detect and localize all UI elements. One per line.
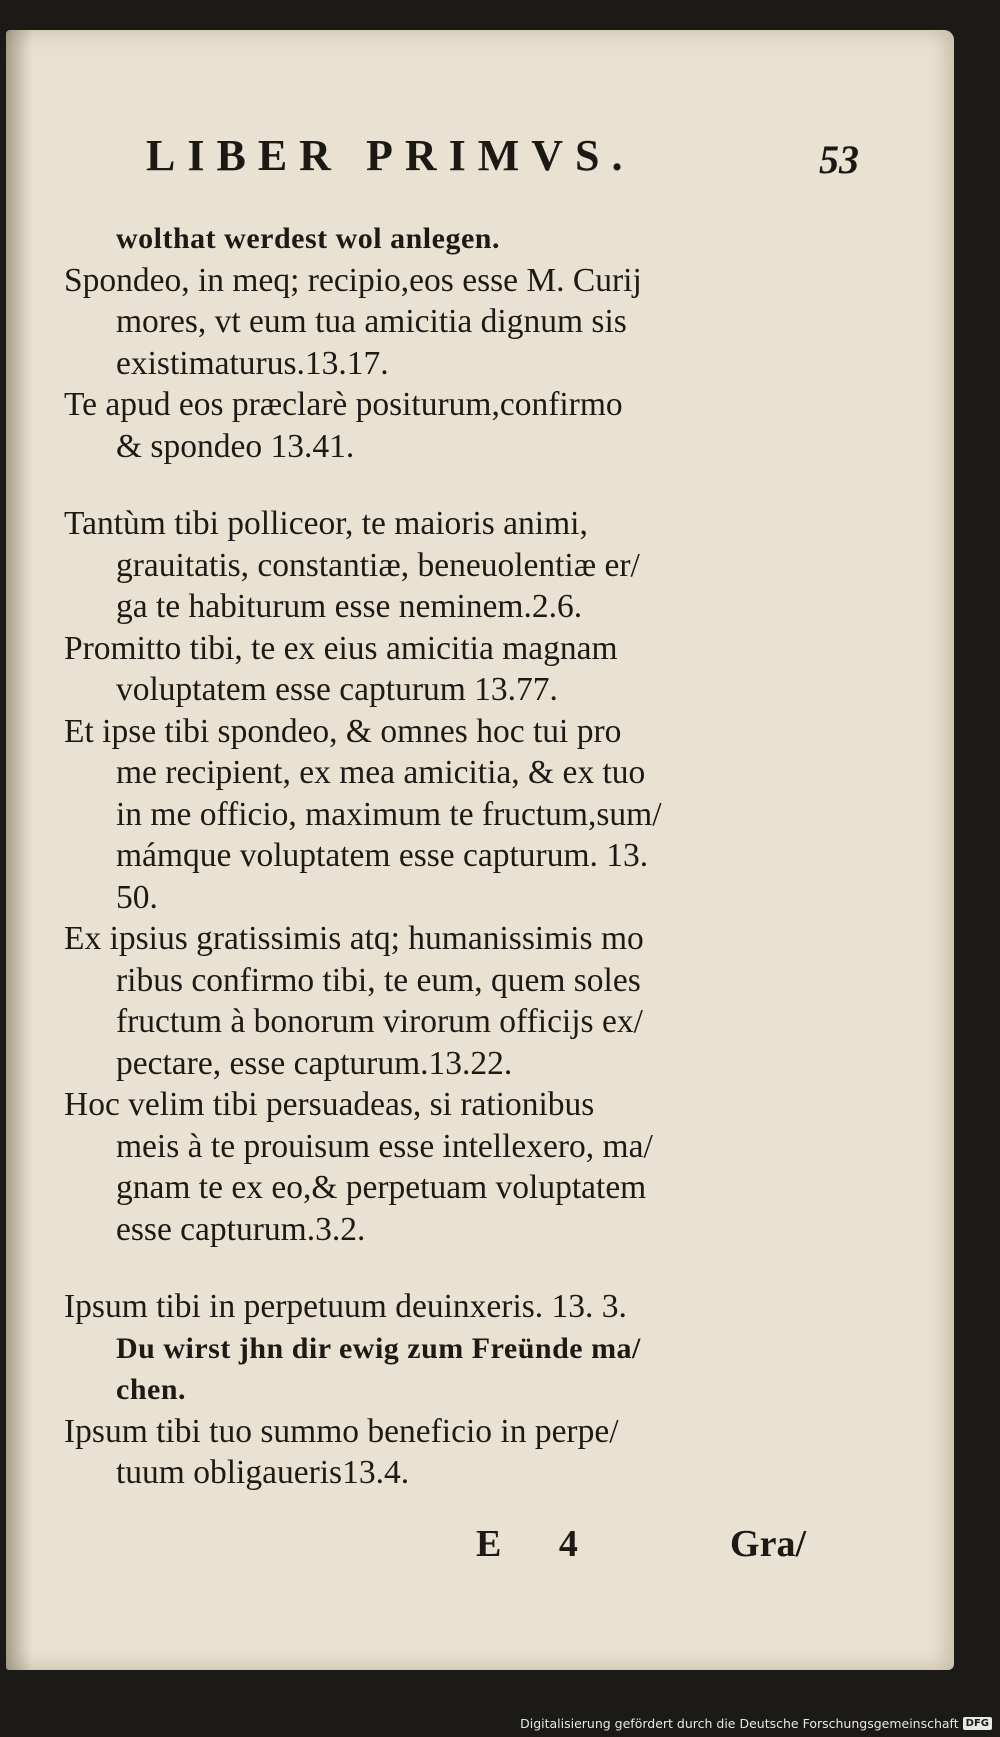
text-line: Ipsum tibi in perpetuum deuinxeris. 13. 3. <box>64 1288 627 1325</box>
page-footer <box>476 1522 816 1572</box>
signature-mark: E 4 <box>476 1523 602 1565</box>
text-line: Tantùm tibi polliceor, te maioris animi, <box>64 505 588 542</box>
dfg-logo: DFG <box>963 1717 992 1730</box>
text-line: Ex ipsius gratissimis atq; humanissimis mo <box>64 920 644 957</box>
text-line: fructum à bonorum virorum officijs ex/ <box>116 1003 643 1040</box>
text-line: Spondeo, in meq; recipio,eos esse M. Curij <box>64 261 642 299</box>
text-line: esse capturum.3.2. <box>116 1210 366 1248</box>
running-head: LIBER PRIMVS. <box>146 131 635 180</box>
text-line: chen. <box>116 1373 186 1406</box>
text-line: ribus confirmo tibi, te eum, quem soles <box>116 961 641 999</box>
credit-text: Digitalisierung gefördert durch die Deutsche Forschungsgemeinschaft <box>520 1716 959 1731</box>
page-header <box>146 130 859 200</box>
text-line: mámque voluptatem esse capturum. 13. <box>116 837 649 874</box>
text-line: pectare, esse capturum.13.22. <box>116 1044 513 1082</box>
text-line: tuum obligaueris13.4. <box>116 1454 410 1491</box>
text-line: wolthat werdest wol anlegen. <box>116 222 500 255</box>
text-line: ga te habiturum esse neminem.2.6. <box>116 588 583 625</box>
book-page <box>6 30 954 1670</box>
text-line: Te apud eos præclarè positurum,confirmo <box>64 386 623 423</box>
text-line: voluptatem esse capturum 13.77. <box>116 671 558 708</box>
text-line: gnam te ex eo,& perpetuam voluptatem <box>116 1169 647 1206</box>
page-number: 53 <box>819 137 859 182</box>
text-line: grauitatis, constantiæ, beneuolentiæ er/ <box>116 546 640 584</box>
text-line: me recipient, ex mea amicitia, & ex tuo <box>116 754 646 791</box>
text-line: 50. <box>116 878 158 916</box>
catchword: Gra/ <box>730 1523 806 1565</box>
text-line: Promitto tibi, te ex eius amicitia magnam <box>64 629 618 667</box>
spine-shadow <box>6 30 32 1670</box>
text-line: Et ipse tibi spondeo, & omnes hoc tui pro <box>64 712 622 750</box>
text-line: Ipsum tibi tuo summo beneficio in perpe/ <box>64 1412 619 1450</box>
text-line: meis à te prouisum esse intellexero, ma/ <box>116 1127 653 1165</box>
digitization-credit <box>520 1716 992 1731</box>
paragraph-gap <box>64 467 824 503</box>
paragraph-gap <box>64 1250 824 1286</box>
text-line: Du wirst jhn dir ewig zum Freünde ma/ <box>116 1331 641 1365</box>
text-line: existimaturus.13.17. <box>116 344 389 382</box>
body-text <box>64 218 824 1494</box>
text-line: in me officio, maximum te fructum,sum/ <box>116 795 662 833</box>
text-line: Hoc velim tibi persuadeas, si rationibus <box>64 1086 595 1123</box>
text-line: mores, vt eum tua amicitia dignum sis <box>116 303 627 340</box>
text-line: & spondeo 13.41. <box>116 427 355 465</box>
